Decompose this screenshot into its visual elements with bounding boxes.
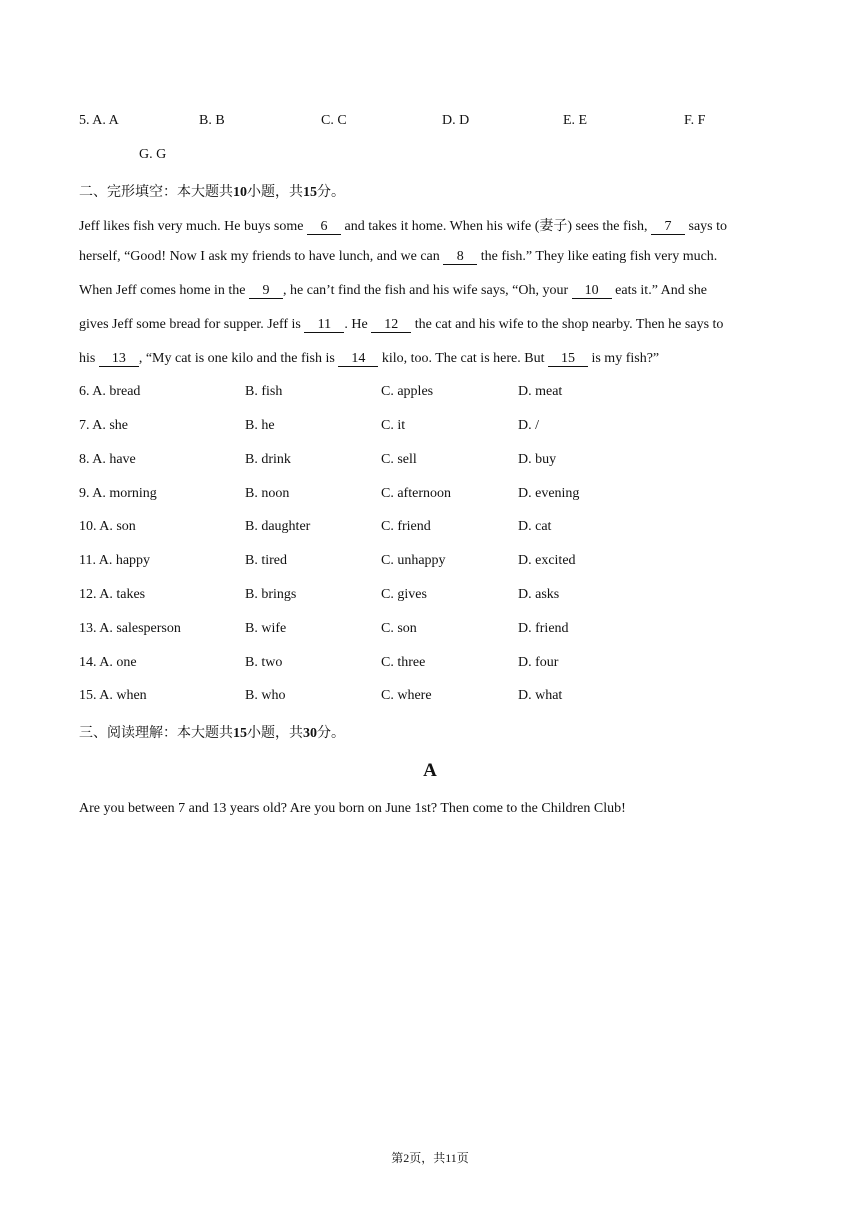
blank-9: 9 (249, 284, 283, 299)
option-b: B. drink (245, 452, 291, 467)
option-a: 15. A. when (79, 688, 147, 703)
option-b: B. daughter (245, 519, 311, 534)
question-row-15 (79, 688, 779, 708)
option-c: C. three (381, 655, 426, 670)
blank-13: 13 (99, 352, 139, 367)
option-c: C. it (381, 418, 406, 433)
option-a: 8. A. have (79, 452, 136, 467)
option-d: D. four (518, 655, 559, 670)
question-row-8 (79, 452, 779, 472)
option-d: D. cat (518, 519, 552, 534)
option-b: B. who (245, 688, 286, 703)
option-d: D. meat (518, 384, 563, 399)
page-footer: 第2页，共11页 (391, 1151, 469, 1165)
option-b: B. tired (245, 553, 287, 568)
option-b: B. brings (245, 587, 297, 602)
blank-14: 14 (338, 352, 378, 367)
option-b: B. noon (245, 486, 290, 501)
passage-line: When Jeff comes home in the 9 , he can’t find the fish and his wife says, “Oh, your 10 eats it.” And she (79, 283, 707, 298)
option-c: C. apples (381, 384, 434, 399)
option-b: B. fish (245, 384, 283, 399)
blank-11: 11 (304, 318, 344, 333)
option-d: D. buy (518, 452, 557, 467)
option-a: 9. A. morning (79, 486, 157, 501)
option-a: 7. A. she (79, 418, 128, 433)
q5-option-c: C. C (321, 113, 347, 128)
question-row-12 (79, 587, 779, 607)
q5-option-f: F. F (684, 113, 706, 128)
option-d: D. / (518, 418, 539, 433)
passage-line: Jeff likes fish very much. He buys some 6 and takes it home. When his wife (妻子) sees the fish, 7 says to (79, 219, 727, 234)
option-b: B. wife (245, 621, 287, 636)
question-row-6 (79, 384, 779, 404)
option-d: D. what (518, 688, 563, 703)
option-a: 11. A. happy (79, 553, 151, 568)
option-a: 14. A. one (79, 655, 137, 670)
option-b: B. he (245, 418, 275, 433)
question-row-14 (79, 655, 779, 675)
question-row-13 (79, 621, 779, 641)
option-d: D. friend (518, 621, 569, 636)
question-row-7 (79, 418, 779, 438)
option-c: C. unhappy (381, 553, 446, 568)
option-c: C. son (381, 621, 417, 636)
passage-line: herself, “Good! Now I ask my friends to have lunch, and we can 8 the fish.” They like eating fish very much. (79, 249, 718, 264)
blank-15: 15 (548, 352, 588, 367)
blank-12: 12 (371, 318, 411, 333)
option-c: C. afternoon (381, 486, 451, 501)
q5-option-d: D. D (442, 113, 470, 128)
blank-7: 7 (651, 220, 685, 235)
option-d: D. excited (518, 553, 576, 568)
q5-option-a: 5. A. A (79, 113, 119, 128)
section3-heading: 三、阅读理解：本大题共15小题，共30分。 (79, 726, 345, 741)
passage-line: his 13 , “My cat is one kilo and the fish is 14 kilo, too. The cat is here. But 15 is my fish?” (79, 351, 660, 366)
q5-option-e: E. E (563, 113, 588, 128)
option-a: 6. A. bread (79, 384, 141, 399)
option-b: B. two (245, 655, 283, 670)
option-a: 13. A. salesperson (79, 621, 181, 636)
passage-line: gives Jeff some bread for supper. Jeff is 11 . He 12 the cat and his wife to the shop nearby. Then he says to (79, 317, 724, 332)
section2-heading: 二、完形填空：本大题共10小题，共15分。 (79, 185, 345, 200)
option-a: 12. A. takes (79, 587, 146, 602)
q5-option-b: B. B (199, 113, 225, 128)
reading-a-text: Are you between 7 and 13 years old? Are you born on June 1st? Then come to the Children Club! (79, 801, 626, 816)
question-row-11 (79, 553, 779, 573)
blank-10: 10 (572, 284, 612, 299)
question-row-10 (79, 519, 779, 539)
reading-a-title: A (423, 760, 437, 781)
question-row-9 (79, 486, 779, 506)
option-c: C. where (381, 688, 432, 703)
option-c: C. gives (381, 587, 427, 602)
option-d: D. asks (518, 587, 560, 602)
q5-option-g: G. G (139, 147, 167, 162)
blank-6: 6 (307, 220, 341, 235)
option-d: D. evening (518, 486, 580, 501)
blank-8: 8 (443, 250, 477, 265)
option-c: C. friend (381, 519, 431, 534)
option-a: 10. A. son (79, 519, 136, 534)
option-c: C. sell (381, 452, 417, 467)
